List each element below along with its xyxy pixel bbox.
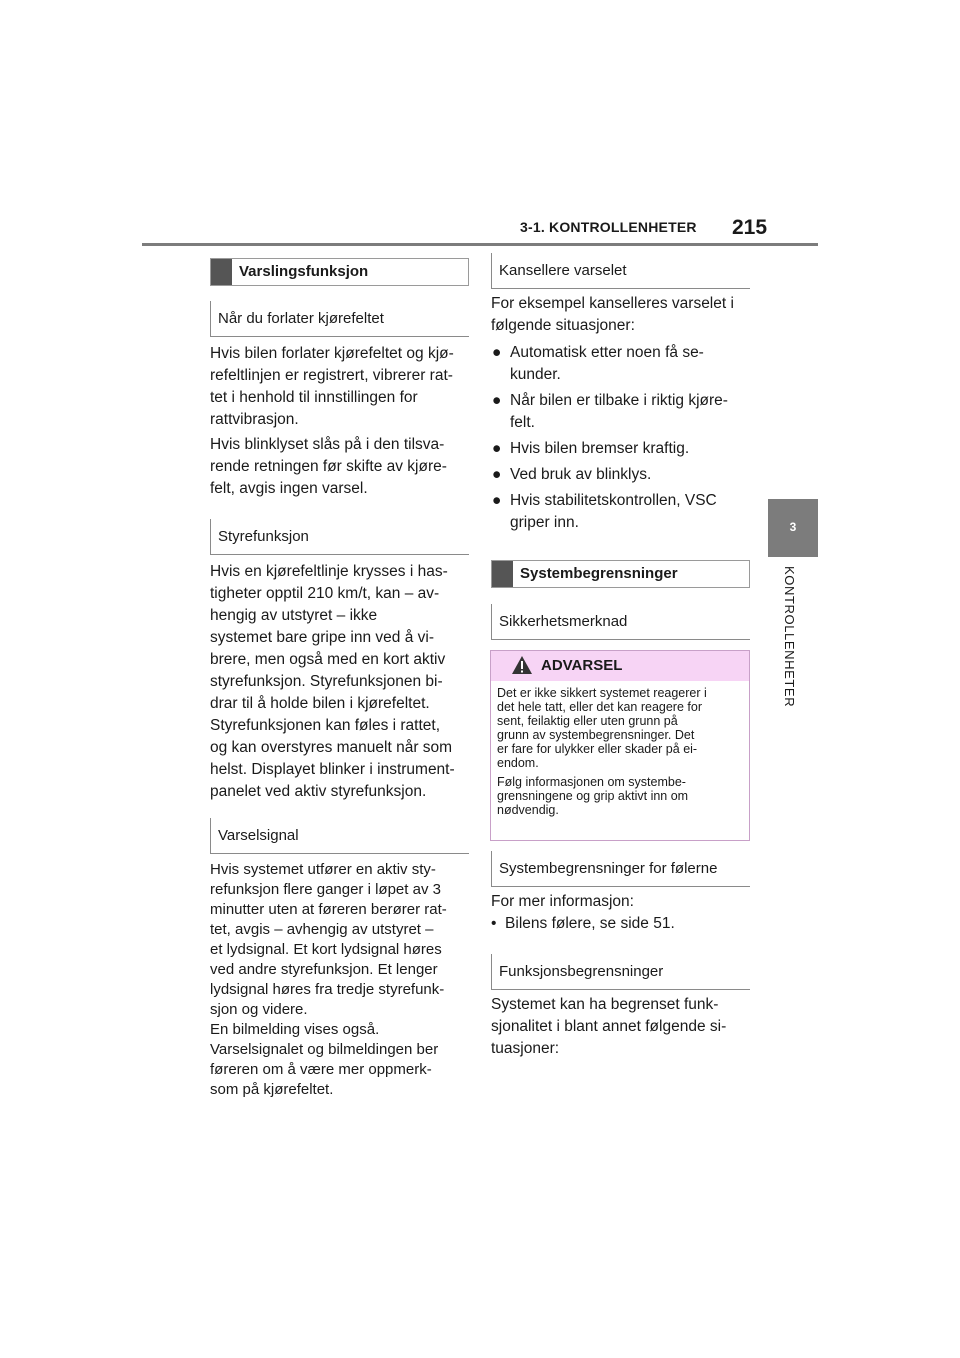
text-line: Hvis systemet utfører en aktiv sty-: [210, 861, 436, 878]
bullet-icon: ●: [492, 344, 502, 361]
paragraph: [491, 994, 753, 1060]
text-line: tigheter opptil 210 km/t, kan – av-: [210, 585, 440, 602]
chapter-tab-number: 3: [789, 520, 797, 534]
paragraph: [210, 434, 470, 500]
subheading-text: Sikkerhetsmerknad: [499, 613, 628, 630]
text-line: drar til å holde bilen i kjørefeltet.: [210, 695, 430, 712]
subheading-text: Varselsignal: [218, 827, 299, 844]
warning-paragraph: [497, 775, 743, 817]
heading-text: Systembegrensninger: [520, 565, 678, 582]
warning-title: ADVARSEL: [541, 657, 623, 674]
text-line: felt, avgis ingen varsel.: [210, 480, 368, 497]
text-line: rende retningen før skifte av kjøre-: [210, 458, 447, 475]
text-line: Varselsignalet og bilmeldingen ber: [210, 1041, 439, 1058]
subheading-text: Styrefunksjon: [218, 528, 309, 545]
text-line: Styrefunksjonen kan føles i rattet,: [210, 717, 441, 734]
warning-triangle-icon: [511, 655, 533, 675]
list-item: [492, 390, 752, 434]
bullet-icon: ●: [492, 492, 502, 509]
text-line: grensningene og grip aktivt inn om: [497, 789, 689, 803]
text-line: Når bilen er tilbake i riktig kjøre-: [510, 392, 728, 409]
text-line: kunder.: [510, 366, 561, 383]
subheading-text: Systembegrensninger for følerne: [499, 860, 718, 877]
text-line: rattvibrasjon.: [210, 411, 299, 428]
text-line: brere, men også med en kort aktiv: [210, 651, 446, 668]
text-line: Hvis blinklyset slås på i den tilsva-: [210, 436, 445, 453]
header-divider: [142, 243, 818, 246]
text-line: nødvendig.: [497, 803, 559, 817]
text-line: Systemet kan ha begrenset funk-: [491, 996, 719, 1013]
heading-varslingsfunksjon: [210, 258, 469, 286]
bullet-icon: ●: [492, 466, 502, 483]
paragraph: [210, 860, 472, 1100]
text-line: Ved bruk av blinklys.: [510, 466, 652, 483]
text-line: griper inn.: [510, 514, 579, 531]
warning-header: [491, 651, 749, 681]
text-line: endom.: [497, 756, 539, 770]
text-line: styrefunksjon. Styrefunksjonen bi-: [210, 673, 443, 690]
text-line: følgende situasjoner:: [491, 317, 635, 334]
list-item: [492, 342, 752, 386]
bullet-icon: ●: [492, 392, 502, 409]
text-line: En bilmelding vises også.: [210, 1021, 380, 1038]
text-line: minutter uten at føreren berører rat-: [210, 901, 447, 918]
heading-bar: [492, 561, 513, 587]
text-line: Det er ikke sikkert systemet reagerer i: [497, 686, 707, 700]
subheading-safety-note: [491, 604, 750, 640]
text-line: helst. Displayet blinker i instrument-: [210, 761, 455, 778]
list-item: [492, 464, 752, 486]
paragraph: [491, 891, 753, 913]
heading-systembegrensninger: [491, 560, 750, 588]
list-item: [492, 438, 752, 460]
text-line: et lydsignal. Et kort lydsignal høres: [210, 941, 442, 958]
text-line: For mer informasjon:: [491, 893, 634, 910]
text-line: grunn av systembegrensninger. Det: [497, 728, 695, 742]
text-line: tuasjoner:: [491, 1040, 560, 1057]
page-number: 215: [732, 216, 768, 239]
text-line: systemet bare gripe inn ved å vi-: [210, 629, 434, 646]
paragraph: [491, 293, 753, 337]
subheading-steering: [210, 519, 469, 555]
text-line: refunksjon flere ganger i løpet av 3: [210, 881, 441, 898]
text-line: For eksempel kanselleres varselet i: [491, 295, 734, 312]
text-line: sent, feilaktig eller uten grunn på: [497, 714, 678, 728]
heading-text: Varslingsfunksjon: [239, 263, 369, 280]
subheading-function-limits: [491, 954, 750, 990]
subheading-warning-signal: [210, 818, 469, 854]
warning-body: [497, 686, 743, 822]
text-line: føreren om å være mer oppmerk-: [210, 1061, 432, 1078]
text-line: det hele tatt, eller det kan reagere for: [497, 700, 702, 714]
text-line: og kan overstyres manuelt når som: [210, 739, 453, 756]
text-line: Hvis stabilitetskontrollen, VSC: [510, 492, 717, 509]
paragraph: [210, 343, 470, 431]
text-line: er fare for ulykker eller skader på ei-: [497, 742, 698, 756]
heading-bar: [211, 259, 232, 285]
text-line: sjonalitet i blant annet følgende si-: [491, 1018, 727, 1035]
subheading-text: Funksjonsbegrensninger: [499, 963, 664, 980]
bullet-list: [492, 342, 752, 538]
text-line: Følg informasjonen om systembe-: [497, 775, 686, 789]
text-line: Hvis bilen bremser kraftig.: [510, 440, 690, 457]
text-line: refeltlinjen er registrert, vibrerer rat-: [210, 367, 453, 384]
text-line: ved andre styrefunksjon. Et lenger: [210, 961, 438, 978]
text-line: lydsignal høres fra tredje styrefunk-: [210, 981, 445, 998]
text-line: Automatisk etter noen få se-: [510, 344, 704, 361]
bullet-icon: ●: [492, 440, 502, 457]
warning-paragraph: [497, 686, 743, 770]
text-line: Hvis bilen forlater kjørefeltet og kjø-: [210, 345, 454, 362]
section-title: 3-1. KONTROLLENHETER: [520, 219, 697, 235]
list-item: [492, 490, 752, 534]
text-line: felt.: [510, 414, 535, 431]
subheading-cancel-warning: [491, 253, 750, 289]
text-line: sjon og videre.: [210, 1001, 308, 1018]
text-line: Hvis en kjørefeltlinje krysses i has-: [210, 563, 448, 580]
chapter-tab-label: KONTROLLENHETER: [782, 566, 797, 708]
dash-list-item: [491, 913, 753, 935]
text-line: Bilens følere, se side 51.: [505, 915, 675, 932]
text-line: tet, avgis – avhengig av utstyret –: [210, 921, 434, 938]
paragraph: [210, 561, 470, 803]
text-line: hengig av utstyret – ikke: [210, 607, 378, 624]
text-line: panelet ved aktiv styrefunksjon.: [210, 783, 427, 800]
subheading-text: Når du forlater kjørefeltet: [218, 310, 384, 327]
subheading-text: Kansellere varselet: [499, 262, 627, 279]
warning-box: [490, 650, 750, 841]
subheading-lane-departure: [210, 301, 469, 337]
dash-bullet: •: [491, 915, 506, 932]
text-line: tet i henhold til innstillingen for: [210, 389, 418, 406]
subheading-sensor-limits: [491, 851, 750, 887]
text-line: som på kjørefeltet.: [210, 1081, 334, 1098]
